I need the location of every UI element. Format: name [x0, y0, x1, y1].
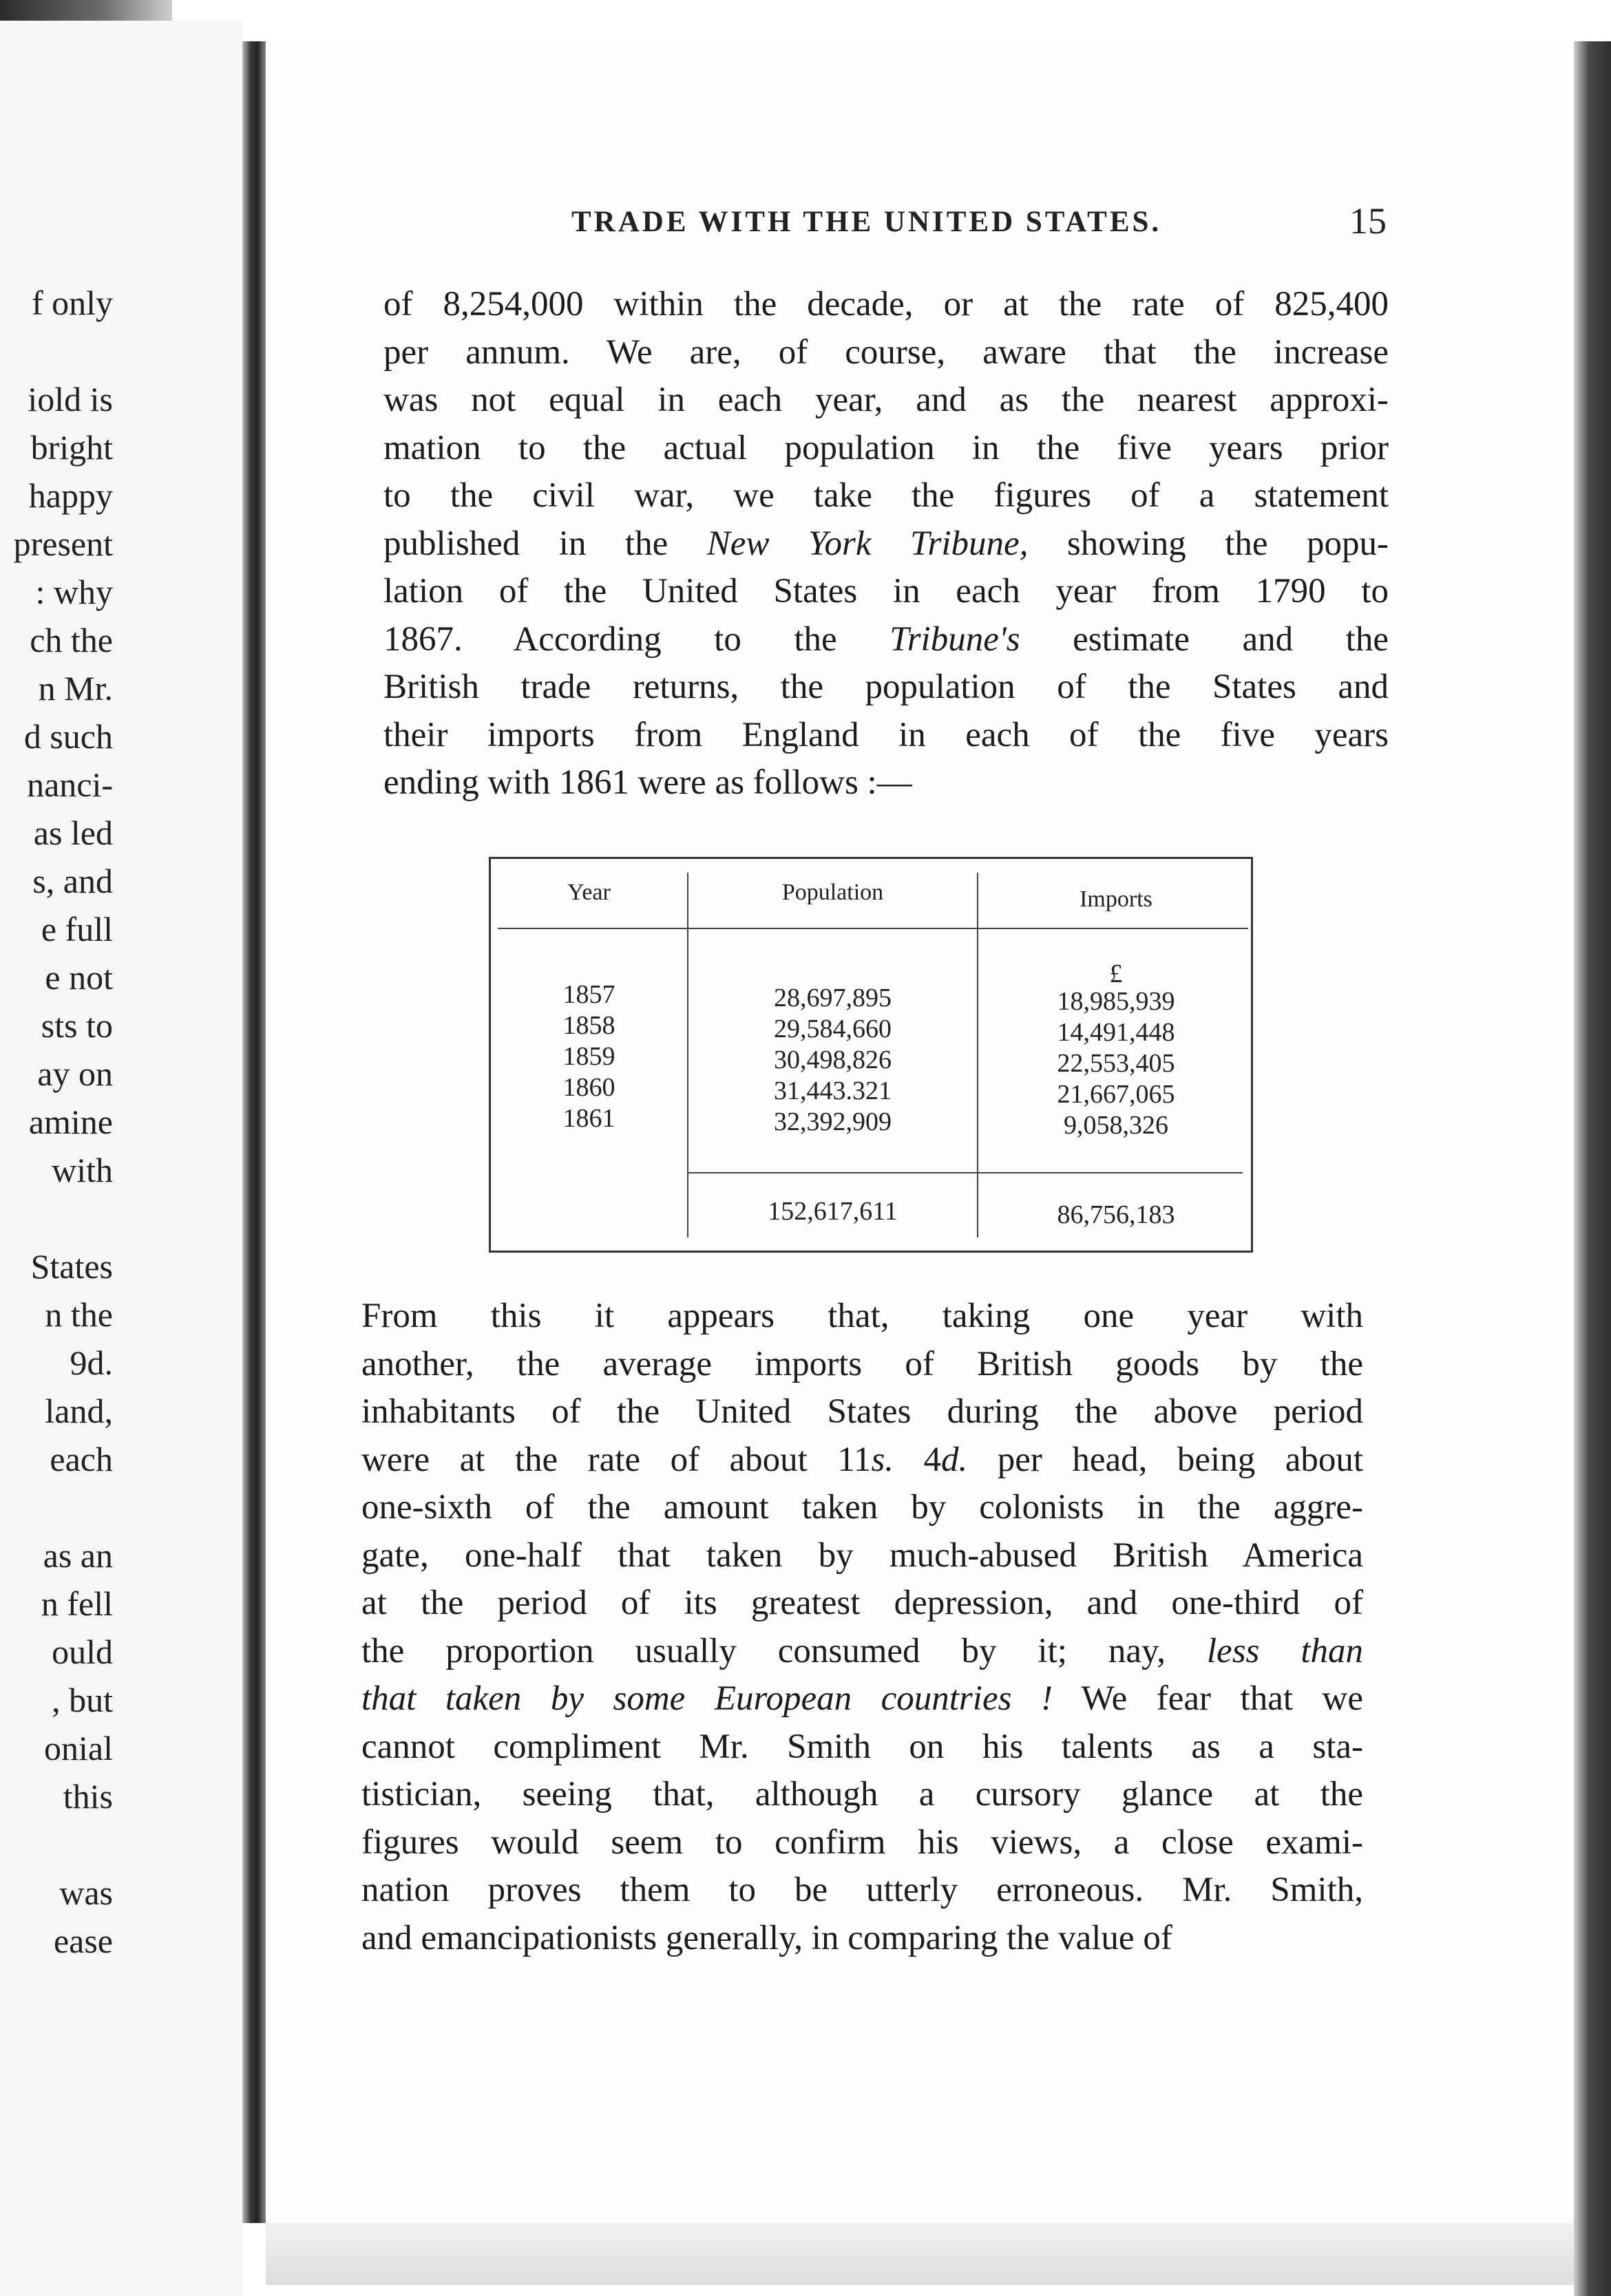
- table-header-year: Year: [567, 880, 611, 905]
- table-years: [491, 979, 687, 1134]
- left-page-line: ould: [52, 1633, 113, 1671]
- scan-edge-right: [1574, 41, 1611, 2296]
- table-imports: [978, 959, 1254, 1140]
- population-total: 152,617,611: [768, 1197, 898, 1226]
- text-line: and emancipationists generally, in comparing the value of: [361, 1918, 1172, 1957]
- table-cell: 32,392,909: [774, 1107, 892, 1136]
- left-page-line: with: [52, 1151, 113, 1189]
- text-line: the proportion usually consumed by it; nay, less than: [361, 1631, 1363, 1670]
- currency-symbol: £: [1109, 959, 1123, 988]
- text-line: that taken by some European countries ! We fear that we: [361, 1679, 1363, 1718]
- left-page-line: f only: [31, 284, 113, 322]
- text-line: per annum. We are, of course, aware that the increase: [383, 332, 1389, 372]
- text-line: of 8,254,000 within the decade, or at the rate of 825,400: [383, 285, 1389, 323]
- left-page-line: d such: [23, 717, 113, 756]
- left-page-line: n fell: [41, 1584, 113, 1623]
- text-line: was not equal in each year, and as the nearest approxi-: [383, 381, 1389, 419]
- left-page-line: e not: [45, 958, 113, 997]
- left-page-line: n the: [45, 1295, 113, 1334]
- table-population: [688, 983, 977, 1138]
- table-cell: 1861: [562, 1104, 615, 1133]
- text-line: British trade returns, the population of the States and: [383, 668, 1389, 706]
- left-page-line: happy: [28, 476, 113, 515]
- left-page-line: , but: [52, 1681, 113, 1719]
- left-page-line: was: [59, 1873, 113, 1912]
- left-page-line: States: [30, 1247, 113, 1286]
- book-spine: [242, 41, 266, 2223]
- table-cell: 31,443.321: [774, 1076, 892, 1105]
- text-line: their imports from England in each of the five years: [383, 715, 1389, 754]
- table-cell: 9,058,326: [1064, 1111, 1168, 1140]
- paragraph-1: [383, 281, 1389, 807]
- text-line: gate, one-half that taken by much-abused British America: [361, 1535, 1363, 1575]
- left-page-line: ch the: [30, 621, 113, 659]
- text-line: one-sixth of the amount taken by colonists in the aggre-: [361, 1488, 1363, 1527]
- text-line: lation of the United States in each year from 1790 to: [383, 572, 1389, 610]
- left-page-line: amine: [28, 1103, 113, 1141]
- text-line: From this it appears that, taking one year with: [361, 1297, 1363, 1335]
- text-line: at the period of its greatest depression, and one-third of: [361, 1584, 1363, 1622]
- table-cell: 14,491,448: [1057, 1018, 1175, 1047]
- left-page-line: nanci-: [27, 765, 113, 804]
- left-page-line: present: [13, 524, 113, 563]
- table-header-population: Population: [781, 880, 884, 905]
- text-line: another, the average imports of British goods by the: [361, 1344, 1363, 1383]
- text-line: to the civil war, we take the figures of a statement: [383, 476, 1389, 515]
- text-line: were at the rate of about 11s. 4d. per head, being about: [361, 1440, 1363, 1479]
- imports-total: 86,756,183: [1057, 1200, 1175, 1229]
- text-line: inhabitants of the United States during the above period: [361, 1392, 1363, 1431]
- text-line: cannot compliment Mr. Smith on his talents as a sta-: [361, 1727, 1363, 1766]
- text-line: figures would seem to confirm his views, a close exami-: [361, 1822, 1363, 1862]
- left-page-line: n Mr.: [38, 669, 113, 708]
- table-header-rule: [498, 928, 1248, 929]
- left-page-line: as an: [43, 1536, 113, 1575]
- left-page-line: onial: [44, 1729, 113, 1767]
- left-page-line: 9d.: [70, 1343, 113, 1382]
- left-page-line: ease: [53, 1922, 113, 1960]
- table-cell: 1859: [562, 1042, 615, 1071]
- text-line: published in the New York Tribune, showing the popu-: [383, 524, 1389, 563]
- table-total-rule: [688, 1172, 1243, 1173]
- left-page-line: this: [63, 1777, 113, 1816]
- paragraph-2: [361, 1293, 1363, 1962]
- left-page-line: land,: [45, 1392, 113, 1430]
- table-cell: 28,697,895: [774, 984, 892, 1012]
- left-page-line: as led: [33, 814, 113, 852]
- table-cell: 1858: [562, 1011, 615, 1040]
- left-page-line: each: [50, 1440, 113, 1478]
- table-cell: 18,985,939: [1057, 987, 1175, 1016]
- page-bottom-edge: [266, 2223, 1574, 2285]
- table-cell: 22,553,405: [1057, 1049, 1175, 1078]
- text-line: ending with 1861 were as follows :—: [383, 763, 912, 802]
- left-page-line: e full: [41, 910, 113, 948]
- text-line: mation to the actual population in the five years prior: [383, 428, 1389, 467]
- table-header-imports: Imports: [1080, 886, 1152, 912]
- running-head: TRADE WITH THE UNITED STATES.: [571, 206, 1162, 238]
- left-page-line: sts to: [41, 1006, 113, 1045]
- left-page-line: ay on: [37, 1054, 113, 1093]
- table-cell: 30,498,826: [774, 1045, 892, 1074]
- population-imports-table: [489, 857, 1253, 1253]
- left-page-line: s, and: [32, 862, 113, 900]
- table-cell: 21,667,065: [1057, 1080, 1175, 1109]
- text-line: nation proves them to be utterly erroneous. Mr. Smith,: [361, 1871, 1363, 1909]
- left-page-line: : why: [35, 573, 113, 611]
- left-page-line: bright: [30, 428, 113, 467]
- left-page-line: iold is: [28, 380, 113, 418]
- page-number: 15: [1349, 200, 1387, 242]
- table-cell: 1860: [562, 1073, 615, 1102]
- text-line: tistician, seeing that, although a cursory glance at the: [361, 1775, 1363, 1814]
- table-cell: 29,584,660: [774, 1014, 892, 1043]
- text-line: 1867. According to the Tribune's estimate and the: [383, 619, 1389, 659]
- left-page-text: [0, 0, 242, 2296]
- table-cell: 1857: [562, 980, 615, 1009]
